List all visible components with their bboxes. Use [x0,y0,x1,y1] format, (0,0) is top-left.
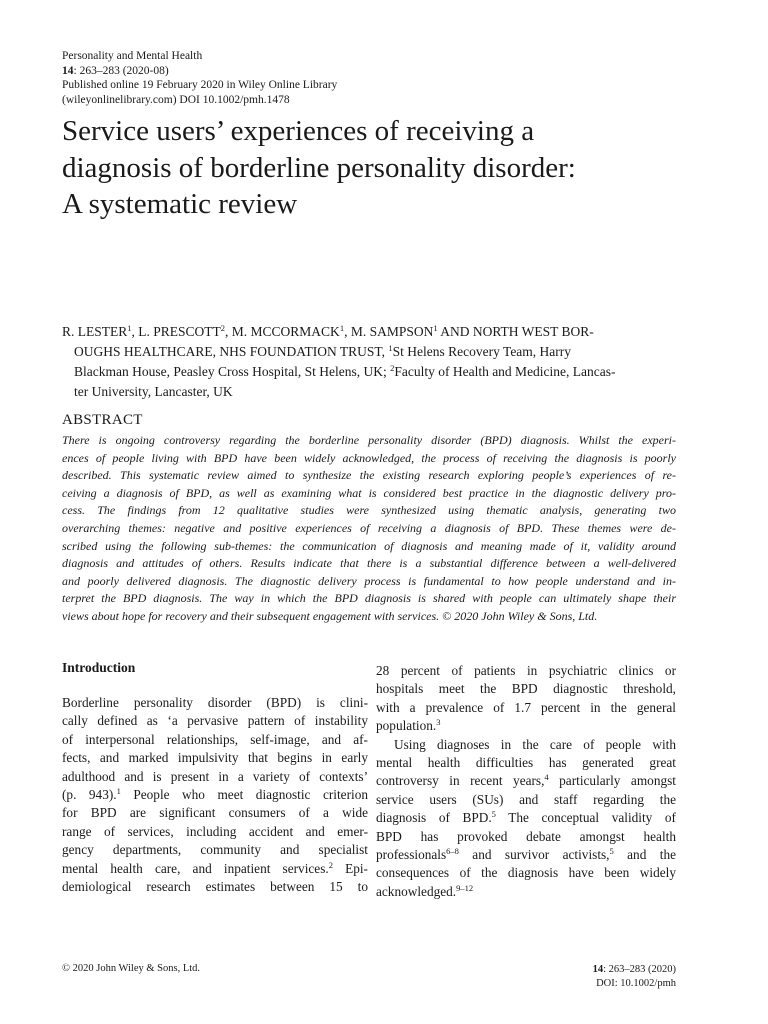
intro-column-right [376,662,676,901]
citation-marker[interactable]: 6–8 [446,846,459,857]
body-text: and survivor activists, [458,847,610,863]
citation-marker[interactable]: 3 [436,717,441,728]
author-name: , L. PRESCOTT [131,324,221,339]
body-line: range of services, including accident and emer- [62,823,368,839]
body-text: mental health care, and inpatient services. [62,860,329,876]
affiliation-marker: 1 [433,323,438,333]
journal-name: Personality and Mental Health [62,50,203,62]
body-line: Borderline personality disorder (BPD) is clini- [62,695,368,710]
body-line: cally defined as ‘a pervasive pattern of instability [62,713,368,729]
footer-doi[interactable]: DOI: 10.1002/pmh [596,978,676,989]
abstract-heading: ABSTRACT [62,412,143,428]
body-line [376,846,676,864]
body-line: hospitals meet the BPD diagnostic threshold, [376,681,676,697]
body-line: mental health difficulties has generated great [376,755,676,771]
footer-volume: 14 [592,964,604,975]
footer-volume-line [593,963,676,977]
title-line: Service users’ experiences of receiving a [62,115,535,147]
abstract-line: cess. The findings from 12 qualitative studies were synthesized using thematic analysis, generating two [62,503,676,518]
affiliation-line: ter University, Lancaster, UK [74,384,233,399]
body-text: diagnosis of BPD. [376,810,492,826]
article-title [62,113,702,223]
body-line: BPD has provoked debate amongst health [376,828,676,844]
body-line: consequences of the diagnosis have been widely [376,865,676,881]
body-line: of interpersonal relationships, self-image, and af- [62,731,368,747]
author-line [62,342,676,362]
abstract-line: described. This systematic review aimed to synthesize the existing research exploring people’s experiences of re- [62,468,676,483]
body-line [376,717,676,735]
body-text: and the [613,847,676,863]
abstract-line: There is ongoing controversy regarding the borderline personality disorder (BPD) diagnosis. Whilst the experi- [62,433,676,447]
body-line [62,860,368,878]
abstract-line: terpret the BPD diagnosis. The way in which the BPD diagnosis is shared with people can ultimately shape their [62,591,676,606]
citation-marker[interactable]: 2 [328,859,333,870]
body-text: Epi- [332,860,368,876]
body-line: demiological research estimates between 15 to [62,879,368,895]
author-line [62,322,676,342]
journal-pages-date: : 263–283 (2020-08) [73,64,169,77]
abstract-line: and poorly delivered diagnosis. The diagnostic delivery process is fundamental to how people understand and in- [62,573,676,588]
abstract-line: diagnosis and attitudes of others. Results indicate that there is a substantial difference between a well-delivered [62,556,676,571]
affiliation-text: Blackman House, Peasley Cross Hospital, St Helens, UK; [74,364,391,379]
citation-marker[interactable]: 4 [544,772,549,783]
body-text: The conceptual validity of [495,810,676,826]
affiliation-marker: 1 [127,323,132,333]
body-text: professionals [376,847,447,863]
footer-pages: : 263–283 (2020) [603,964,676,975]
citation-marker[interactable]: 5 [491,809,496,820]
title-line: diagnosis of borderline personality disorder: [62,151,576,184]
journal-volume: 14 [62,64,74,77]
author-list [62,322,676,402]
abstract-body [62,432,676,626]
affiliation-marker: 1 [388,343,393,353]
author-name: , M. MCCORMACK [225,324,340,339]
body-line: with a prevalence of 1.7 percent in the general [376,699,676,715]
author-name: , M. SAMPSON [344,324,434,339]
abstract-line: ences of people living with BPD have been widely acknowledged, the process of receiving the diagnosis is poorly [62,450,676,465]
body-line: Using diagnoses in the care of people with [394,736,676,752]
author-name: AND NORTH WEST BOR- [437,324,594,339]
journal-volume-line [62,64,337,79]
citation-marker[interactable]: 1 [116,786,121,797]
body-text: population. [376,718,437,734]
body-line: adulthood and is present in a variety of contexts’ [62,768,368,784]
body-line [376,772,676,790]
body-line: gency departments, community and specialist [62,842,368,858]
affiliation-marker: 2 [390,363,395,373]
body-text: acknowledged. [376,883,457,899]
footer-citation [593,963,676,991]
abstract-line: scribed using the following sub-themes: the communication of diagnosis and meaning made of it, validity around [62,538,676,553]
body-text: (p. 943). [62,787,117,803]
section-heading-introduction: Introduction [62,660,136,675]
body-text: People who meet diagnostic criterion [120,787,368,803]
body-line: service users (SUs) and staff regarding the [376,791,676,807]
body-text: particularly amongst [548,773,676,789]
journal-info [62,49,337,107]
body-line [376,883,676,901]
footer-copyright: © 2020 John Wiley & Sons, Ltd. [62,963,201,974]
body-line: 28 percent of patients in psychiatric clinics or [376,663,676,678]
abstract-line: ceiving a diagnosis of BPD, as well as examining what is considered best practice in the diagnostic delivery pro- [62,485,676,500]
author-name: OUGHS HEALTHCARE, NHS FOUNDATION TRUST, [74,344,389,359]
affiliation-line [62,362,676,382]
journal-published: Published online 19 February 2020 in Wiley Online Library [62,79,338,91]
intro-column-left [62,694,368,896]
body-line: fects, and marked impulsivity that begins in early [62,750,368,766]
affiliation-text: Faculty of Health and Medicine, Lancas- [394,364,616,379]
author-name: R. LESTER [62,324,128,339]
citation-marker[interactable]: 9–12 [456,882,474,893]
body-line [62,786,368,804]
citation-marker[interactable]: 5 [609,846,614,857]
body-text: controversy in recent years, [376,773,545,789]
body-line: for BPD are significant consumers of a wide [62,805,368,821]
affiliation-marker: 2 [220,323,226,333]
abstract-line: overarching themes: negative and positive experiences of receiving a diagnosis of BPD. These themes were de- [62,520,676,535]
body-line [376,809,676,827]
abstract-line: views about hope for recovery and their subsequent engagement with services. © 2020 John Wiley & Sons, Ltd. [62,608,598,623]
affiliation-marker: 1 [339,323,345,333]
title-line: A systematic review [62,188,298,220]
affiliation-text: St Helens Recovery Team, Harry [392,344,572,359]
journal-doi[interactable]: (wileyonlinelibrary.com) DOI 10.1002/pmh.1478 [62,93,290,106]
